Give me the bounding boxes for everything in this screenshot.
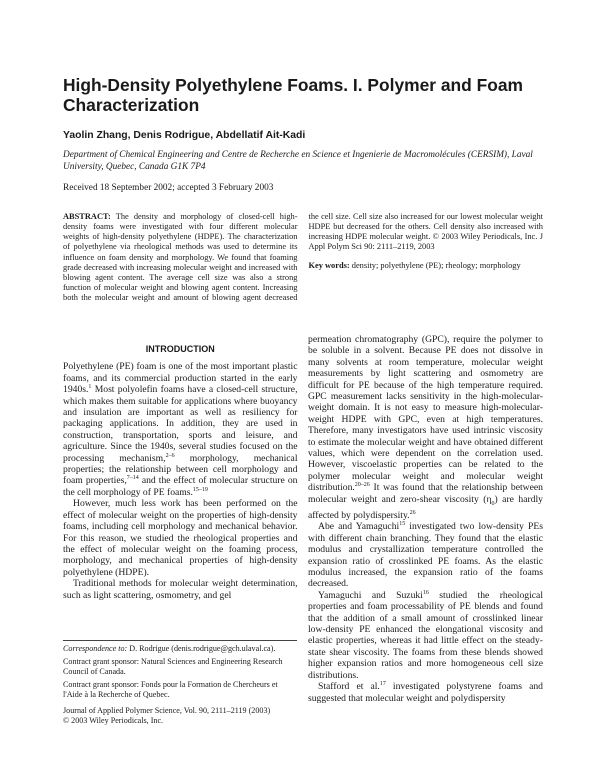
right-paragraph-2: [308, 521, 543, 589]
right-p1-text-c: ) are hardly affected by polydispersity.: [308, 493, 543, 522]
citation-ref: 1: [88, 384, 92, 390]
right-column: [308, 334, 543, 704]
footnotes: [63, 640, 297, 729]
grant-sponsor-2: Contract grant sponsor: Fonds pour la Formation de Chercheurs et l'Aide à la Recherche of Quebec.: [63, 680, 278, 699]
abstract-block: [63, 212, 543, 312]
intro-p1-text-d: and the effect of molecular structure on the cell morphology of PE foams.: [63, 475, 298, 498]
right-p2-text-b: investigated two low-density PEs with different chain branching. They found that the elastic modulus and crystallization temperature controlled the expansion ratio of crosslinked PE foams. As the elastic modulus increased, the expansion ratio of the foams decreased.: [308, 521, 543, 590]
right-p2-text-a: Abe and Yamaguchi: [318, 521, 400, 533]
citation-ref: 7–14: [126, 475, 139, 482]
right-p3-text-a: Yamaguchi and Suzuki: [318, 589, 423, 601]
right-p1-text-a: permeation chromatography (GPC), require the polymer to be soluble in a solvent. Because PE does not dissolve in many solvents at room temperature, molecular weight measurements by light scattering and osmometry are difficult for PE because of the high temperature required. GPC measurement lacks sensitivity in the high-molecular-weight domain. It is not easy to measure high-molecular-weight HDPE with GPC, even at high temperatures. Therefore, many investigators have used intrinsic viscosity to estimate the molecular weight and have obtained different values, which were dependent on the correlation used. However, viscoelastic properties can be related to the polymer molecular weight and molecular weight distribution.: [308, 334, 543, 494]
footnote-rule: [63, 640, 297, 641]
right-p1-text-b: It was found that the relationship between molecular weight and zero-shear viscosity (η: [308, 482, 543, 505]
article-title: High-Density Polyethylene Foams. I. Polymer and Foam Characterization: [63, 75, 523, 115]
correspondence-note: [63, 644, 297, 654]
citation-ref: 20–26: [354, 482, 370, 489]
citation-ref: 26: [409, 509, 416, 516]
citation-ref: 15: [399, 521, 406, 528]
journal-citation: [63, 706, 297, 726]
right-p4-text-a: Stafford et al.: [318, 681, 380, 693]
intro-p1-text-c: morphology, mechanical properties; the relationship between cell morphology and foam properties,: [63, 452, 298, 487]
intro-p1-text-b: Most polyolefin foams have a closed-cell structure, which makes them suitable for applications where buoyancy and insulation are important as well as resiliency for packaging applications. In addition, they are used in construction, transportation, sports and leisure, and agriculture. Since the 1940s, several studies focused on the processing mechanism,: [63, 384, 298, 464]
right-paragraph-3: [308, 590, 543, 681]
intro-paragraph-2: However, much less work has been performed on the effect of molecular weight on the properties of high-density foams, including cell morphology and mechanical behavior. For this reason, we studied the rheological properties and the effect of molecular weight on the foaming process, morphology, and mechanical properties of high-density polyethylene (HDPE).: [63, 498, 298, 578]
intro-paragraph-3: Traditional methods for molecular weight determination, such as light scattering, osmometry, and gel: [63, 578, 298, 601]
received-date: Received 18 September 2002; accepted 3 February 2003: [63, 183, 274, 193]
citation-ref: 15–19: [192, 486, 208, 493]
journal-line: Journal of Applied Polymer Science, Vol. 90, 2111–2119 (2003): [63, 706, 271, 715]
citation-ref: 2–6: [165, 452, 175, 459]
subscript: 0: [491, 500, 495, 507]
abstract-label: ABSTRACT:: [63, 212, 111, 221]
correspondence-text: D. Rodrigue (denis.rodrigue@gch.ulaval.ca).: [127, 644, 276, 653]
author-affiliation: Department of Chemical Engineering and Centre de Recherche en Science et Ingenierie de Macromolécules (CERSIM), Laval University, Quebec, Canada G1K 7P4: [63, 150, 533, 172]
grant-sponsor-1: Contract grant sponsor: Natural Sciences and Engineering Research Council of Canada.: [63, 657, 283, 676]
abstract-text: The density and morphology of closed-cell high-density foams were investigated with four different molecular weights of high-density polyethylene (HDPE). The characterization of polyethylene via rheological methods was used to determine its influence on foam density and morphology. We found that foaming grade decreased with increasing molecular weight and increased with blowing agent content. The average cell size was also a strong function of molecular weight and blowing agent content. Increasing both the molecular weight and amount of blowing agent decreased the cell size. Cell size also increased for our lowest molecular weight HDPE but decreased for the others. Cell density also increased with increasing HDPE molecular weight. © 2003 Wiley Periodicals, Inc. J Appl Polym Sci 90: 2111–2119, 2003: [63, 212, 543, 303]
keywords-text: density; polyethylene (PE); rheology; morphology: [351, 260, 521, 270]
intro-p1-text-a: Polyethylene (PE) foam is one of the most important plastic foams, and its commercial production started in the early 1940s.: [63, 361, 298, 396]
keywords-line: [309, 261, 544, 271]
copyright-line: © 2003 Wiley Periodicals, Inc.: [63, 716, 164, 725]
introduction-heading: INTRODUCTION: [145, 344, 215, 354]
keywords-label: Key words:: [308, 260, 350, 270]
citation-ref: 17: [379, 680, 386, 687]
citation-ref: 16: [422, 589, 429, 596]
intro-paragraph-1: [63, 361, 298, 498]
author-list: Yaolin Zhang, Denis Rodrigue, Abdellatif Ait-Kadi: [63, 130, 306, 141]
right-p4-text-b: investigated polystyrene foams and suggested that molecular weight and polydispersity: [308, 681, 543, 704]
right-paragraph-4: [308, 681, 543, 704]
right-paragraph-1: [308, 334, 543, 521]
right-p3-text-b: studied the rheological properties and foam processability of PE blends and found that the addition of a small amount of crosslinked linear low-density PE enhanced the elongational viscosity and elastic properties, whereas it had little effect on the steady-state shear viscosity. The foams from these blends showed higher expansion ratios and more homogeneous cell size distributions.: [308, 589, 543, 681]
correspondence-label: Correspondence to:: [63, 644, 128, 653]
